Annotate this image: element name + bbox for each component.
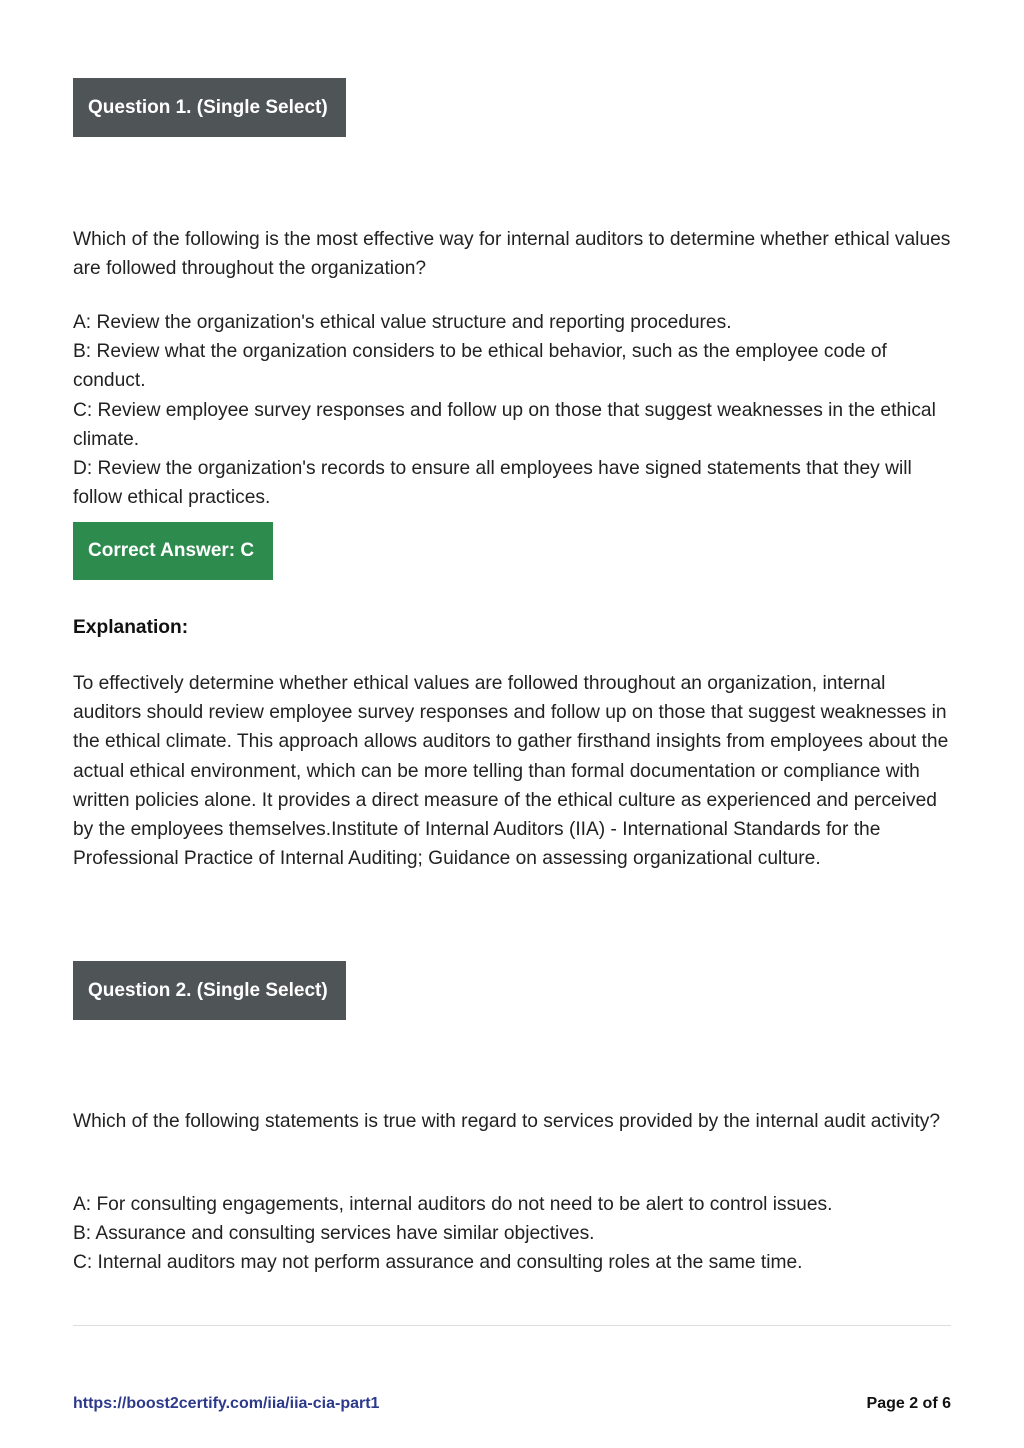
question-1-header: Question 1. (Single Select) [73,78,346,137]
option-c[interactable]: C: Internal auditors may not perform assurance and consulting roles at the same time. [73,1252,803,1274]
question-2-options [73,1190,958,1278]
explanation-text: To effectively determine whether ethical values are followed throughout an organization, internal auditors should review employee survey responses and follow up on those that suggest weaknesses in the ethical climate. This approach allows auditors to gather firsthand insights from employees about the actual ethical environment, which can be more telling than formal documentation or compliance with written policies alone. It provides a direct measure of the ethical culture as experienced and perceived by the employees themselves.Institute of Internal Auditors (IIA) - International Standards for the Professional Practice of Internal Auditing; Guidance on assessing organizational culture. [73,673,949,870]
footer-url-link[interactable]: https://boost2certify.com/iia/iia-cia-part1 [73,1395,380,1412]
option-c[interactable]: C: Review employee survey responses and follow up on those that suggest weaknesses in the ethical climate. [73,399,936,450]
question-2-stem: Which of the following statements is true with regard to services provided by the internal audit activity? [73,1111,941,1132]
question-1-stem: Which of the following is the most effective way for internal auditors to determine whether ethical values are followed throughout the organization? [73,229,951,280]
page-number: Page 2 of 6 [866,1395,951,1412]
question-2-header: Question 2. (Single Select) [73,961,346,1020]
option-b[interactable]: B: Review what the organization considers to be ethical behavior, such as the employee code of conduct. [73,341,887,392]
option-b[interactable]: B: Assurance and consulting services have similar objectives. [73,1223,595,1245]
correct-answer-badge: Correct Answer: C [73,522,273,580]
option-a[interactable]: A: For consulting engagements, internal auditors do not need to be alert to control issues. [73,1194,833,1215]
footer-divider [73,1325,951,1326]
question-1-options [73,308,958,512]
explanation-label: Explanation: [73,617,189,638]
option-d[interactable]: D: Review the organization's records to ensure all employees have signed statements that they will follow ethical practices. [73,458,912,509]
option-a[interactable]: A: Review the organization's ethical value structure and reporting procedures. [73,312,732,333]
